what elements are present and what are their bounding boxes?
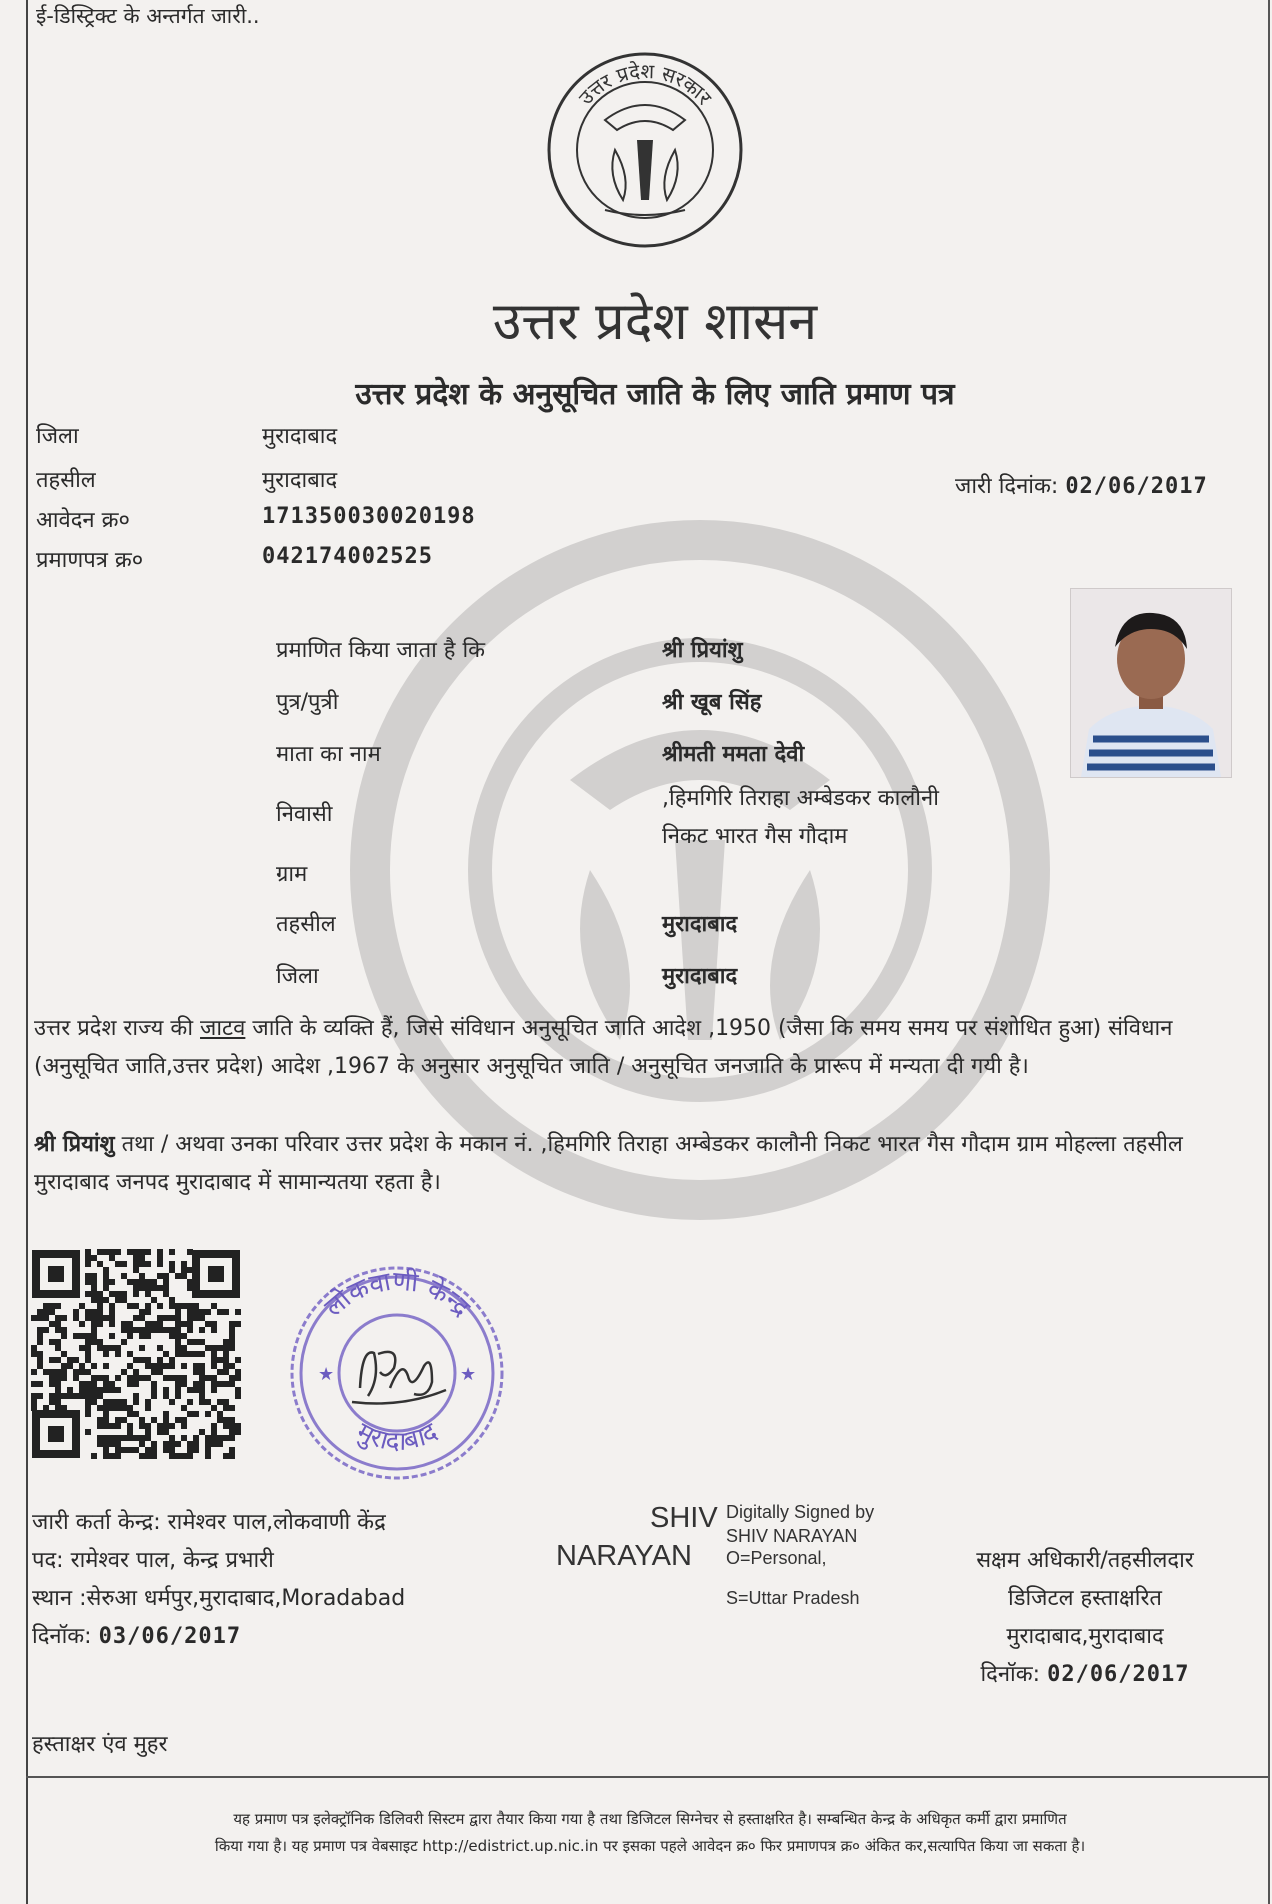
issuer-place: स्थान :सेरुआ धर्मपुर,मुरादाबाद,Moradabad bbox=[32, 1586, 406, 1611]
government-title: उत्तर प्रदेश शासन bbox=[492, 292, 818, 352]
footer-divider bbox=[26, 1776, 1270, 1778]
issue-date-label: जारी दिनांक: bbox=[955, 474, 1059, 499]
village-label: ग्राम bbox=[276, 862, 308, 887]
officer-date bbox=[900, 1658, 1270, 1688]
caste-declaration-text-a: उत्तर प्रदेश राज्य की bbox=[34, 1016, 201, 1041]
application-number-label: आवेदन क्र० bbox=[36, 508, 130, 533]
certificate-number-label: प्रमाणपत्र क्र० bbox=[36, 548, 144, 573]
officer-title: सक्षम अधिकारी/तहसीलदार bbox=[976, 1548, 1194, 1573]
signature-detail-4: S=Uttar Pradesh bbox=[726, 1588, 860, 1608]
resident-label: निवासी bbox=[276, 802, 333, 827]
officer-place: मुरादाबाद,मुरादाबाद bbox=[1006, 1624, 1164, 1649]
field-district-label: जिला bbox=[276, 964, 319, 989]
signature-detail-2: SHIV NARAYAN bbox=[726, 1526, 858, 1546]
signature-detail-1: Digitally Signed by bbox=[726, 1502, 875, 1522]
svg-text:मुरादाबाद bbox=[352, 1417, 444, 1457]
signer-name-line2: NARAYAN bbox=[556, 1540, 692, 1572]
residence-text: तथा / अथवा उनका परिवार उत्तर प्रदेश के मकान नं. ,हिमगिरि तिराहा अम्बेडकर कालौनी निकट भारत गैस गौदाम ग्राम मोहल्ला तहसील मुरादाबाद जनपद मुरादाबाद में सामान्यतया रहता है। bbox=[34, 1132, 1183, 1195]
svg-text:★: ★ bbox=[318, 1364, 335, 1385]
watermark-emblem-icon bbox=[350, 520, 1050, 1220]
field-district-value: मुरादाबाद bbox=[662, 964, 738, 989]
emblem-text: उत्तर प्रदेश सरकार bbox=[573, 58, 717, 110]
field-tehsil-label: तहसील bbox=[276, 912, 336, 937]
certified-label: प्रमाणित किया जाता है कि bbox=[276, 638, 486, 663]
issued-under-edistrict: ई-डिस्ट्रिक्ट के अन्तर्गत जारी.. bbox=[36, 4, 260, 28]
officer-date-label: दिनॉक: bbox=[980, 1662, 1041, 1687]
resident-address-line2: निकट भारत गैस गौदाम bbox=[662, 824, 848, 849]
footer-note bbox=[40, 1806, 1260, 1860]
officer-date-value: 02/06/2017 bbox=[1047, 1662, 1190, 1687]
qr-code-icon bbox=[30, 1248, 242, 1460]
footer-line-2: किया गया है। यह प्रमाण पत्र वेबसाइट http://edistrict.up.nic.in पर इसका पहले आवेदन क्र० फिर प्रमाणपत्र क्र० अंकित कर,सत्यापित किया जा सकता है। bbox=[214, 1837, 1086, 1855]
signature-and-seal-label: हस्ताक्षर एंव मुहर bbox=[32, 1732, 168, 1757]
issue-date-value: 02/06/2017 bbox=[1065, 474, 1208, 499]
certificate-title: उत्तर प्रदेश के अनुसूचित जाति के लिए जाति प्रमाण पत्र bbox=[355, 377, 955, 412]
resident-address-line1: ,हिमगिरि तिराहा अम्बेडकर कालौनी bbox=[662, 786, 939, 811]
issue-date bbox=[955, 470, 1208, 500]
mother-name: श्रीमती ममता देवी bbox=[662, 742, 805, 767]
son-daughter-label: पुत्र/पुत्री bbox=[276, 690, 339, 715]
application-number-value: 171350030020198 bbox=[262, 504, 476, 529]
certificate-number-value: 042174002525 bbox=[262, 544, 433, 569]
applicant-photo bbox=[1070, 588, 1232, 778]
handwritten-signature bbox=[352, 1352, 446, 1404]
meta-district-label: जिला bbox=[36, 424, 79, 449]
up-emblem-icon bbox=[545, 50, 745, 250]
residence-applicant-name: श्री प्रियांशु bbox=[34, 1132, 115, 1157]
issuer-date-label: दिनॉक: bbox=[32, 1624, 92, 1649]
meta-tehsil-value: मुरादाबाद bbox=[262, 468, 338, 493]
mother-name-label: माता का नाम bbox=[276, 742, 381, 767]
meta-tehsil-label: तहसील bbox=[36, 468, 96, 493]
caste-declaration-paragraph bbox=[34, 1010, 1244, 1086]
stamp-top-text: लोकवाणी केन्द्र bbox=[319, 1266, 476, 1324]
issuing-center: जारी कर्ता केन्द्र: रामेश्वर पाल,लोकवाणी केंद्र bbox=[32, 1510, 386, 1535]
signer-name-line1: SHIV bbox=[650, 1502, 718, 1534]
field-tehsil-value: मुरादाबाद bbox=[662, 912, 738, 937]
svg-text:★: ★ bbox=[460, 1364, 477, 1385]
applicant-name: श्री प्रियांशु bbox=[662, 638, 743, 663]
father-name: श्री खूब सिंह bbox=[662, 690, 762, 715]
issuer-date bbox=[32, 1620, 241, 1650]
meta-district-value: मुरादाबाद bbox=[262, 424, 338, 449]
issuer-date-value: 03/06/2017 bbox=[98, 1624, 242, 1649]
footer-line-1: यह प्रमाण पत्र इलेक्ट्रॉनिक डिलिवरी सिस्टम द्वारा तैयार किया गया है तथा डिजिटल सिग्नेचर से हस्ताक्षरित है। सम्बन्धित केन्द्र के अधिकृत कर्मी द्वारा प्रमाणित bbox=[233, 1810, 1067, 1828]
caste-name: जाटव bbox=[200, 1016, 246, 1041]
lokvani-kendra-stamp bbox=[282, 1258, 512, 1488]
signature-detail-3: O=Personal, bbox=[726, 1548, 827, 1568]
issuer-post: पद: रामेश्वर पाल, केन्द्र प्रभारी bbox=[32, 1548, 274, 1573]
officer-digital-signed: डिजिटल हस्ताक्षरित bbox=[1008, 1586, 1162, 1611]
residence-paragraph bbox=[34, 1126, 1244, 1202]
caste-declaration-text-b: जाति के व्यक्ति हैं, जिसे संविधान अनुसूचित जाति आदेश ,1950 (जैसा कि समय समय पर संशोधित हुआ) संविधान (अनुसूचित जाति,उत्तर प्रदेश) आदेश ,1967 के अनुसार अनुसूचित जाति / अनुसूचित जनजाति के प्रारूप में मन्यता दी गयी है। bbox=[34, 1016, 1173, 1079]
stamp-bottom-text: मुरादाबाद bbox=[351, 1417, 443, 1457]
